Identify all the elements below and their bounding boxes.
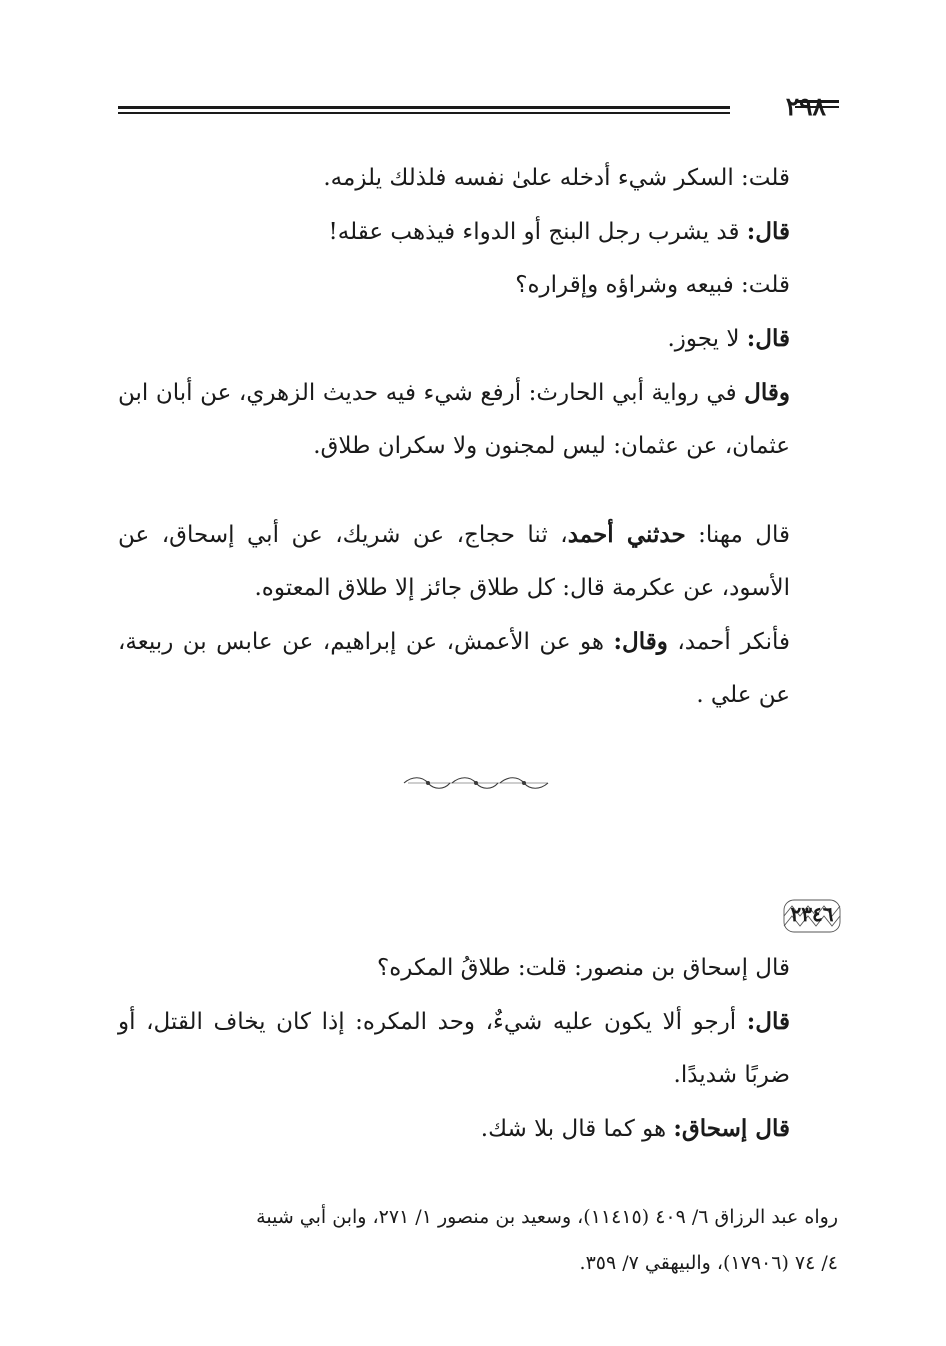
bold-phrase: حدثني أحمد	[567, 521, 686, 548]
paragraph-text: هو عن الأعمش، عن إبراهيم، عن عابس بن ربيعة، عن علي .	[118, 629, 790, 708]
paragraph-10	[118, 1102, 838, 1156]
paragraph-text: أرجو ألا يكون عليه شيءٌ، وحد المكره: إذا كان يخاف القتل، أو ضربًا شديدًا.	[118, 1009, 790, 1088]
paragraph-1: قلت: السكر شيء أدخله علىٰ نفسه فلذلك يلزمه.	[323, 165, 790, 191]
footnote-line-2: ٤/ ٧٤ (١٧٩٠٦)، والبيهقي ٧/ ٣٥٩.	[579, 1252, 838, 1274]
footnote	[118, 1194, 838, 1286]
entry-number: ٢٣٤٦	[790, 902, 834, 926]
paragraph-text: هو كما قال بلا شك.	[480, 1116, 674, 1142]
paragraph-6	[118, 508, 838, 615]
speaker-label: قال:	[746, 218, 790, 245]
paragraph-3: قلت: فبيعه وشراؤه وإقراره؟	[515, 272, 790, 298]
footnote-line-1: رواه عبد الرزاق ٦/ ٤٠٩ (١١٤١٥)، وسعيد بن منصور ١/ ٢٧١، وابن أبي شيبة	[256, 1206, 838, 1228]
ornament-divider	[398, 772, 558, 794]
paragraph-text: ، ثنا حجاج، عن شريك، عن أبي إسحاق، عن الأسود، عن عكرمة قال: كل طلاق جائز إلا طلاق المعتوه.	[118, 522, 790, 601]
paragraph-2	[118, 205, 838, 259]
page-header	[0, 88, 946, 128]
paragraph-text: فأنكر أحمد،	[667, 629, 790, 655]
paragraph-4	[118, 312, 838, 366]
speaker-label: قال:	[746, 1008, 790, 1035]
paragraph-5	[118, 366, 838, 473]
page-number: ٢٩٨	[785, 92, 826, 121]
section-1	[118, 152, 838, 473]
paragraph-text: في رواية أبي الحارث: أرفع شيء فيه حديث الزهري، عن أبان ابن عثمان، عن عثمان: ليس لمجنون ولا سكران طلاق.	[118, 380, 790, 459]
paragraph-8: قال إسحاق بن منصور: قلت: طلاقُ المكره؟	[377, 955, 790, 981]
paragraph-text: قد يشرب رجل البنج أو الدواء فيذهب عقله!	[328, 219, 747, 245]
speaker-label: قال:	[746, 325, 790, 352]
speaker-label: وقال	[744, 379, 790, 406]
speaker-label: وقال:	[613, 628, 668, 655]
header-rule-long	[118, 106, 730, 109]
paragraph-9	[118, 995, 838, 1102]
paragraph-7	[118, 615, 838, 722]
speaker-label: قال إسحاق:	[673, 1115, 790, 1142]
paragraph-text: لا يجوز.	[667, 326, 747, 352]
paragraph-text: قال مهنا:	[685, 522, 790, 548]
entry-body	[118, 942, 838, 1156]
header-rule-long-thin	[118, 112, 730, 114]
section-2	[118, 508, 838, 722]
